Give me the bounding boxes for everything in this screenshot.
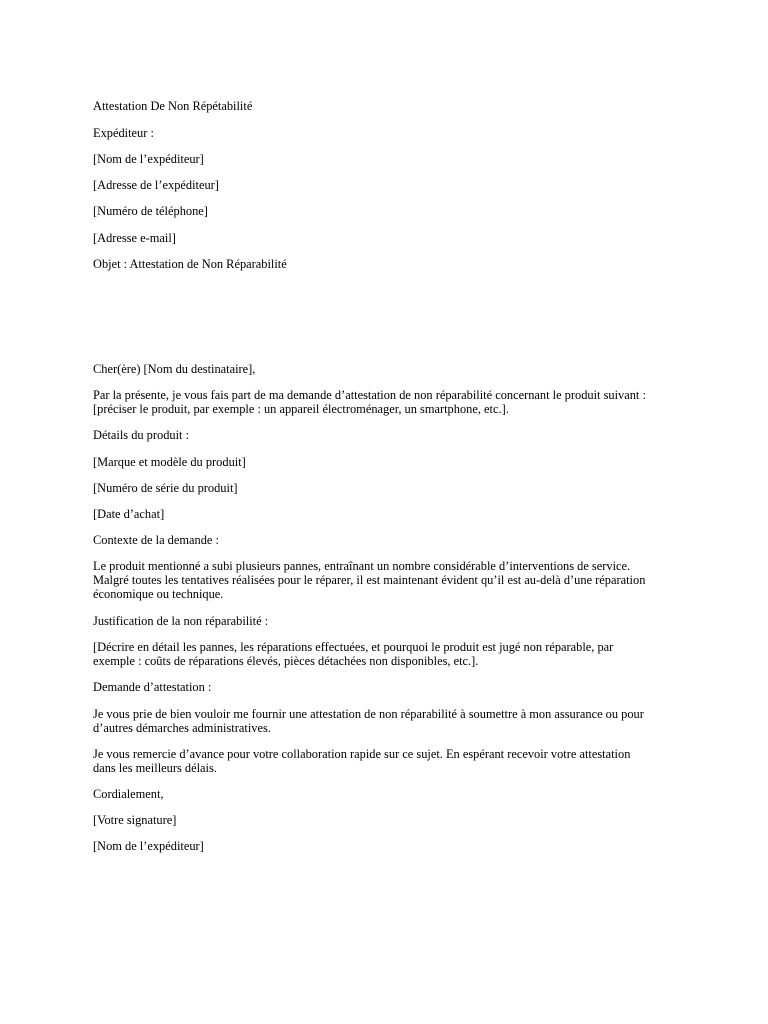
signer-name: [Nom de l’expéditeur] bbox=[93, 839, 204, 853]
product-model: [Marque et modèle du produit] bbox=[93, 455, 246, 469]
signature-placeholder: [Votre signature] bbox=[93, 813, 177, 827]
request-paragraph bbox=[93, 707, 683, 735]
thanks-paragraph bbox=[93, 747, 683, 775]
thanks-line: dans les meilleurs délais. bbox=[93, 761, 217, 775]
context-paragraph bbox=[93, 559, 683, 601]
context-line: économique ou technique. bbox=[93, 587, 224, 601]
intro-paragraph bbox=[93, 388, 683, 416]
thanks-line: Je vous remercie d’avance pour votre collaboration rapide sur ce sujet. En espérant recevoir votre attestation bbox=[93, 747, 631, 761]
context-line: Malgré toutes les tentatives réalisées pour le réparer, il est maintenant évident qu’il est au-delà d’une réparation bbox=[93, 573, 646, 587]
justification-paragraph bbox=[93, 640, 683, 668]
purchase-date: [Date d’achat] bbox=[93, 507, 165, 521]
request-line: d’autres démarches administratives. bbox=[93, 721, 271, 735]
context-heading: Contexte de la demande : bbox=[93, 533, 219, 547]
sender-name: [Nom de l’expéditeur] bbox=[93, 152, 204, 166]
request-line: Je vous prie de bien vouloir me fournir une attestation de non réparabilité à soumettre à mon assurance ou pour bbox=[93, 707, 644, 721]
greeting: Cher(ère) [Nom du destinataire], bbox=[93, 362, 256, 376]
closing: Cordialement, bbox=[93, 787, 164, 801]
intro-line: Par la présente, je vous fais part de ma demande d’attestation de non réparabilité concernant le produit suivant : bbox=[93, 388, 646, 402]
sender-email: [Adresse e-mail] bbox=[93, 231, 176, 245]
product-serial: [Numéro de série du produit] bbox=[93, 481, 238, 495]
justification-line: exemple : coûts de réparations élevés, pièces détachées non disponibles, etc.]. bbox=[93, 654, 479, 668]
sender-address: [Adresse de l’expéditeur] bbox=[93, 178, 219, 192]
sender-phone: [Numéro de téléphone] bbox=[93, 204, 208, 218]
sender-heading: Expéditeur : bbox=[93, 126, 154, 140]
subject-line: Objet : Attestation de Non Réparabilité bbox=[93, 257, 287, 271]
justification-heading: Justification de la non réparabilité : bbox=[93, 614, 269, 628]
justification-line: [Décrire en détail les pannes, les réparations effectuées, et pourquoi le produit est jugé non réparable, par bbox=[93, 640, 614, 654]
document-title: Attestation De Non Répétabilité bbox=[93, 99, 253, 113]
request-heading: Demande d’attestation : bbox=[93, 680, 212, 694]
context-line: Le produit mentionné a subi plusieurs pannes, entraînant un nombre considérable d’interventions de service. bbox=[93, 559, 631, 573]
intro-line: [préciser le produit, par exemple : un appareil électroménager, un smartphone, etc.]. bbox=[93, 402, 509, 416]
product-heading: Détails du produit : bbox=[93, 428, 190, 442]
